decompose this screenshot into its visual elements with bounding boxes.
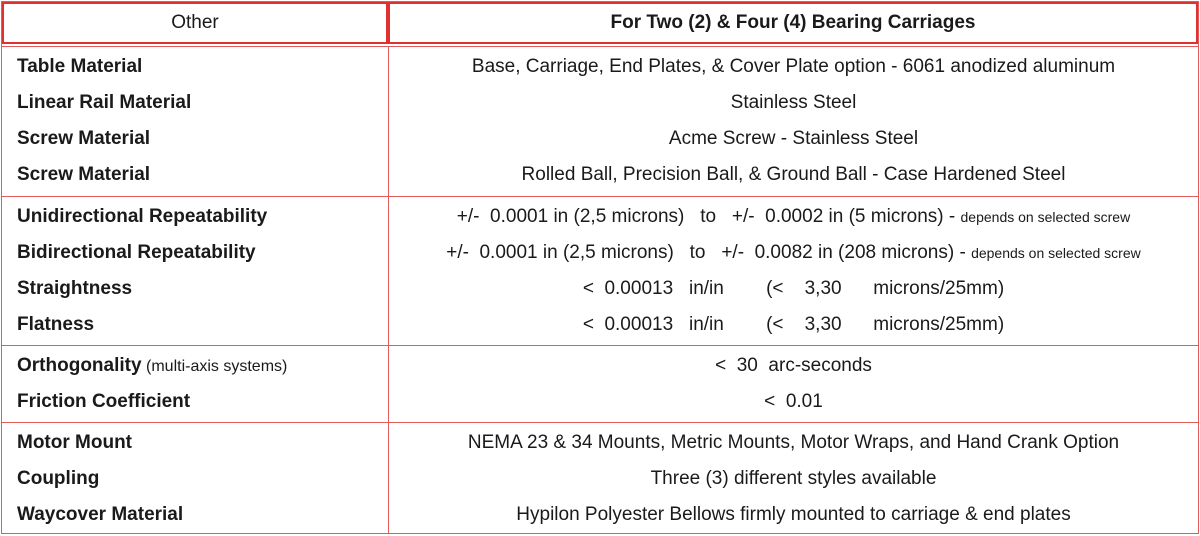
spec-table [1,1,1199,534]
spec-value [389,235,1198,271]
spec-group [2,422,1198,535]
spec-value-text: NEMA 23 & 34 Mounts, Metric Mounts, Motor Wraps, and Hand Crank Option [467,432,1120,453]
spec-value [389,49,1198,85]
spec-label [17,461,99,497]
spec-label [17,497,183,533]
spec-row [2,461,1198,497]
header-other: Other [2,2,388,44]
spec-label-text: Orthogonality [17,355,142,376]
spec-value [389,199,1198,235]
spec-value-text: Base, Carriage, End Plates, & Cover Plate option - 6061 anodized aluminum [471,56,1116,77]
spec-value [389,85,1198,121]
spec-value [389,348,1198,384]
spec-label [17,199,267,235]
header-bearing-carriages: For Two (2) & Four (4) Bearing Carriages [388,2,1198,44]
spec-value-text: < 0.00013 in/in (< 3,30 microns/25mm) [582,314,1005,335]
spec-label-note: (multi-axis systems) [141,358,288,375]
spec-label-text: Screw Material [17,164,151,185]
spec-label [17,85,191,121]
spec-label-text: Waycover Material [17,504,184,525]
spec-value-text: Rolled Ball, Precision Ball, & Ground Ball - Case Hardened Steel [521,164,1066,185]
spec-label [17,121,150,157]
spec-label [17,49,142,85]
spec-label-text: Linear Rail Material [17,92,192,113]
spec-value [389,307,1198,343]
spec-value-text: < 30 arc-seconds [715,355,872,376]
spec-row [2,271,1198,307]
spec-label [17,235,256,271]
spec-row [2,157,1198,193]
spec-label [17,384,190,420]
spec-label-text: Motor Mount [17,432,133,453]
spec-row [2,49,1198,85]
spec-label [17,348,287,384]
spec-value [389,461,1198,497]
spec-row [2,497,1198,533]
header-row [2,2,1198,46]
spec-value-text: +/- 0.0001 in (2,5 microns) to +/- 0.0002 in (5 microns) - [456,206,961,227]
spec-value [389,497,1198,533]
spec-value [389,384,1198,420]
spec-value [389,121,1198,157]
spec-group [2,345,1198,422]
spec-label-text: Screw Material [17,128,151,149]
spec-label-text: Coupling [17,468,100,489]
spec-label [17,425,132,461]
spec-label-text: Friction Coefficient [17,391,191,412]
spec-row [2,199,1198,235]
spec-value-note: depends on selected screw [971,245,1141,261]
spec-group [2,46,1198,195]
spec-group [2,196,1198,345]
spec-row [2,384,1198,420]
spec-label-text: Unidirectional Repeatability [17,206,268,227]
spec-value-text: Stainless Steel [730,92,857,113]
spec-label [17,271,132,307]
spec-row [2,348,1198,384]
spec-value [389,425,1198,461]
spec-label-text: Straightness [17,278,133,299]
spec-value-text: +/- 0.0001 in (2,5 microns) to +/- 0.0082 in (208 microns) - [446,242,972,263]
spec-value-text: < 0.00013 in/in (< 3,30 microns/25mm) [582,278,1005,299]
spec-value-note: depends on selected screw [960,209,1131,225]
spec-value-text: Hypilon Polyester Bellows firmly mounted to carriage & end plates [516,504,1071,525]
spec-value-text: Acme Screw - Stainless Steel [668,128,919,149]
spec-value-text: < 0.01 [764,391,823,412]
spec-row [2,121,1198,157]
spec-label-text: Table Material [17,56,143,77]
spec-label-text: Bidirectional Repeatability [17,242,256,263]
spec-value-text: Three (3) different styles available [650,468,937,489]
spec-row [2,307,1198,343]
spec-row [2,235,1198,271]
spec-value [389,157,1198,193]
spec-value [389,271,1198,307]
spec-label [17,157,150,193]
spec-label-text: Flatness [17,314,95,335]
spec-row [2,425,1198,461]
spec-row [2,85,1198,121]
spec-label [17,307,94,343]
